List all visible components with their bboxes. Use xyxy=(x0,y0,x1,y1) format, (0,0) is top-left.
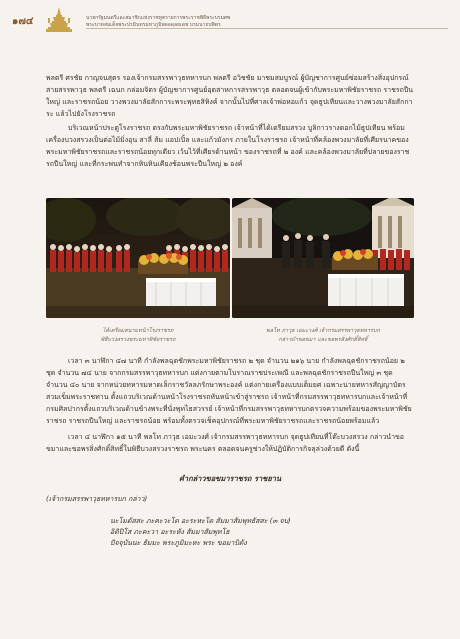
speech-lines xyxy=(110,516,410,549)
photo-caption-right xyxy=(232,327,414,345)
speech-speaker: (เจ้ากรมสรรพาวุธทหารบก กล่าว) xyxy=(46,495,148,503)
page-header xyxy=(0,0,460,44)
paragraph-4: เวลา ๔ นาฬิกา ๑๕ นาที พลโท ภาวุธ เอมะวงศ์ เจ้ากรมสรรพาวุธทหารบก จุดธูปเทียนที่โต๊ะบวงสรวง กล่าวนำขอขมาและขอพรสิ่งศักดิ์สิทธิ์ในพิธีบวงสรวงราชรถ พระนคร ตลอดจนครูช่างให้ปฏิบัติการกิจลุล่วงด้วยดี ดังนี้ xyxy=(46,433,405,453)
caption-left-line-2: พิธีบวงสรวงพระมหาพิชัยราชรถ xyxy=(100,337,176,343)
speech-line-2: อิติปิโส ภะคะวา อะระหัง สัมมาสัมพุทโธ xyxy=(110,528,230,536)
header-line-2: พระบาทสมเด็จพระปรมินทรมหาภูมิพลอดุลยเดช บรมนาถบพิตร xyxy=(86,22,221,28)
speech-line-3: ปัจจุบันนะ ธัมมะ พระภูมิมะหะ พระ ขอมาบิตัง xyxy=(110,539,247,547)
royal-emblem-icon xyxy=(44,6,74,34)
header-title xyxy=(86,15,336,29)
caption-right-line-1: พลโท ภาวุธ เอมะวงศ์ เจ้ากรมสรรพาวุธทหารบก xyxy=(266,328,380,334)
ceremony-photo-left xyxy=(46,198,230,318)
speech-title: คำกล่าวขอขมาราชรถ ราชยาน xyxy=(178,474,282,483)
paragraph-1: พลตรี ศรชัย กาญจนสุตร รองเจ้ากรมสรรพาวุธทหารบก พลตรี อวิชชัย มาชมสมบูรณ์ ผู้บัญชาการศูนย์ซ่อมสร้างสิ่งอุปกรณ์สายสรรพาวุธ พลตรี เฉนก กล่อมจิตร ผู้บัญชาการศูนย์อุตสาหการสรรพาวุธ ตลอดจนผู้เข้ากับพระมหาพิชัยราชรถ ราชรถปืนใหญ่ และราชรถน้อย วางพวงมาลัยสักการะพระพุทธสิหิงค์ จากนั้นไปที่ศาลเจ้าพ่อหอแก้ว จุดธูปเทียนและวางพวงมาลัยสักการะ แล้วไปยังโรงราชรถ xyxy=(46,74,414,118)
caption-left-line-1: ได้เตรียมสนามหน้าโรงราชรถ xyxy=(102,328,174,334)
paragraph-2: บริเวณหน้าประตูโรงราชรถ ตรงกับพระมหาพิชัยราชรถ เจ้าหน้าที่ได้เตรียมสรวง บูลิกาวรางดอกไม้ธูปเทียน พร้อมเครื่องบวงสรวงเป็นต่อไม้มิ่งอุน สาลี่ ส้ม แอปเปิ้ล และแก้วมังกร ภายในโรงราชรถ เจ้าหน้าที่คล้องพวงมาลัยที่เศียรนาคของพระมหาพิชัยราชรถและราชรถน้อยทุกเดียว เว้นไว้ที่เศียรด้านหน้า ของราชรถที่ ๒ องค์ และคล้องพวงมาลัยที่ปลายของราชรถปืนใหญ่ และที่กระพนทำจากหินหินเคียงช้อนพระปืนใหญ่ ๒ องค์ xyxy=(46,124,410,168)
caption-right-line-2: กล่าวบำขอขมา และขอพรสิ่งศักดิ์สิทธิ์ xyxy=(278,337,368,343)
header-line-1: นายกรัฐมนตรีและสมาชิกแห่งราชทูตรายการพระราชพิธีพระบรมศพ xyxy=(86,15,231,21)
paragraph-3: เวลา ๓ นาฬิกา ๔๗ นาที กำลังพลฉุดชักพระมหาพิชัยราชรถ ๒ ชุด จำนวน ๒๑๖ นาย กำลังพลฉุดชักราชรถน้อย ๒ ชุด จำนวน ๗๔ นาย จากกรมสรรพาวุธทหารบก แต่งกายตามโบราณราชประเพณี และพลฉุดชักราชรถปืนใหญ่ ๓ ชุด จำนวน ๔๐ นาย จากหน่วยทหารมหาดเล็กราชวัลลภรักษาพระองค์ แต่งกายเครื่องแบบเต็มยศ เฉพาะนายทหารสัญญาบัตรสวมเข็มพระราชทาน ตั้งแถวบริเวณด้านหน้าโรงราชรถหันหน้าเข้าสู่ราชรถ เจ้าหน้าที่กรมสรรพาวุธทหารบกและเจ้าหน้าที่กรมศิลปากรตั้งแถวบริเวณด้านข้างพระที่นั่งพุทไธสวรรย์ เจ้าหน้าที่กรมสรรพาวุธทหารบกตรวจความพร้อมของพระมหาพิชัยราชรถ ราชรถปืนใหญ่ และราชรถน้อย พร้อมทั้งตรวจเช็คอุปกรณ์ที่พระมหาพิชัยราชรถและราชรถน้อยพร้อมแล้ว xyxy=(46,357,412,425)
ceremony-photo-right xyxy=(232,198,414,318)
photo-caption-left xyxy=(46,327,230,345)
page-number: ๑๗๔ xyxy=(12,16,34,27)
speech-line-1: นะโมตัสสะ ภะคะวะโต อะระหะโต สัมมาสัมพุทธัสสะ (๓ จบ) xyxy=(110,517,291,525)
header-divider xyxy=(86,28,448,29)
